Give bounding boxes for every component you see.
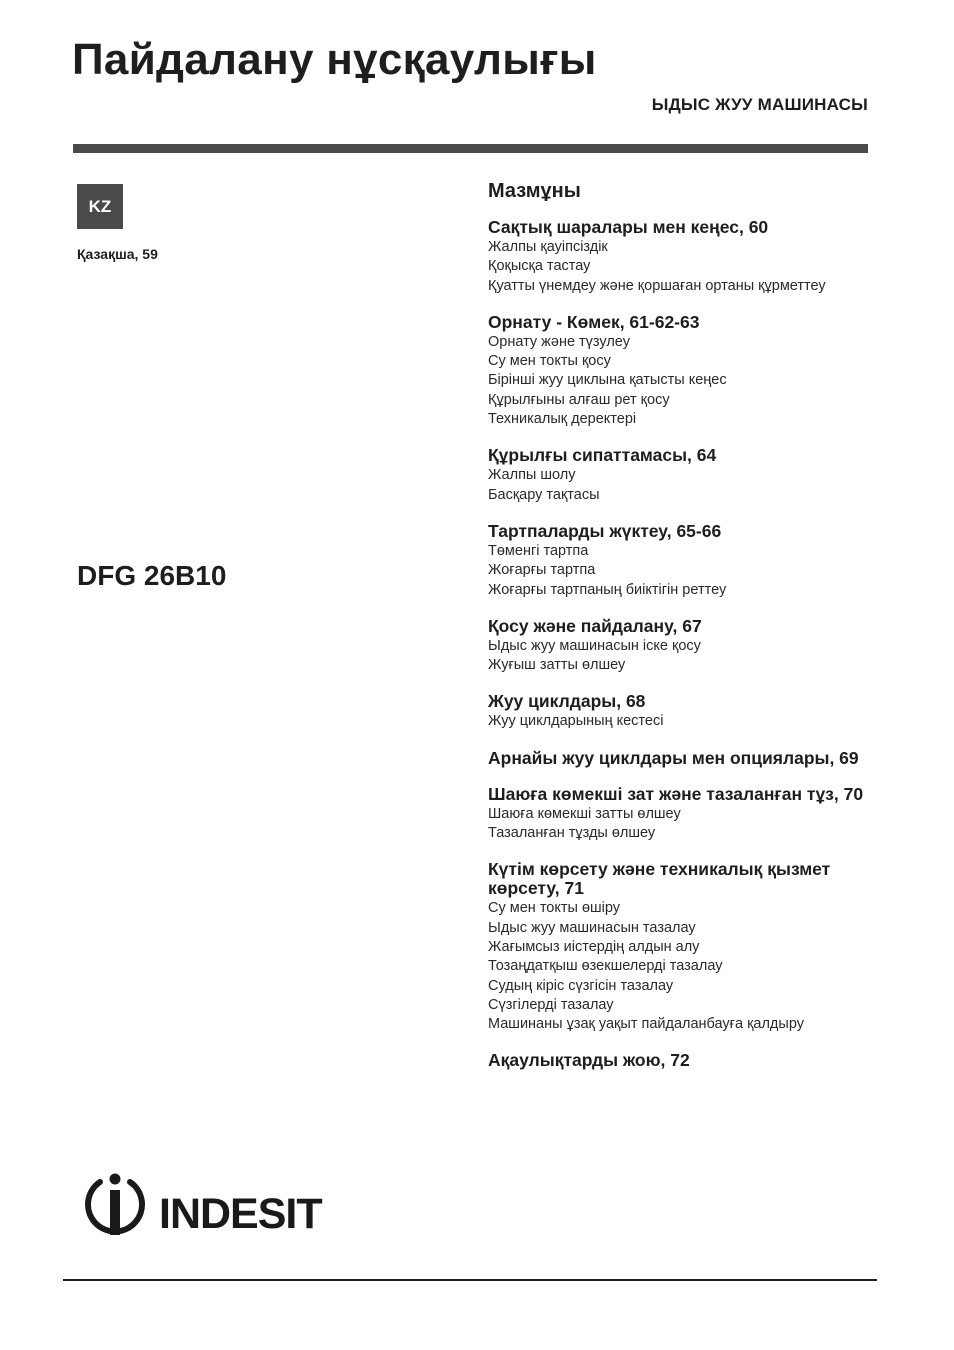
toc-subitem: Жуғыш затты өлшеу bbox=[488, 657, 626, 674]
toc-section bbox=[488, 617, 888, 676]
toc-section bbox=[488, 692, 888, 731]
toc-subitem: Құрылғыны алғаш рет қосу bbox=[488, 391, 670, 408]
toc-subitem: Қоқысқа тастау bbox=[488, 258, 591, 275]
page-title: Пайдалану нұсқаулығы bbox=[72, 35, 597, 84]
toc-section bbox=[488, 1051, 888, 1070]
toc-section-heading: Ақаулықтарды жою, 72 bbox=[488, 1050, 690, 1071]
indesit-circle-i-icon bbox=[88, 1174, 142, 1236]
toc-subitem: Жоғарғы тартпа bbox=[488, 562, 596, 579]
toc-subitem: Жоғарғы тартпаның биіктігін реттеу bbox=[488, 581, 727, 598]
toc-subitem: Бірінші жуу циклына қатысты кеңес bbox=[488, 372, 727, 389]
toc-subitem: Тозаңдатқыш өзекшелерді тазалау bbox=[488, 958, 723, 975]
toc-section-heading: Күтім көрсету және техникалық қызмет көрсету, 71 bbox=[488, 859, 831, 899]
language-code-badge: KZ bbox=[77, 184, 123, 229]
toc-subitem: Машинаны ұзақ уақыт пайдаланбауға қалдыру bbox=[488, 1016, 804, 1033]
toc-subitem: Жалпы қауіпсіздік bbox=[488, 239, 608, 255]
toc-subitem: Басқару тақтасы bbox=[488, 486, 600, 503]
toc-subitem: Су мен токты қосу bbox=[488, 353, 611, 370]
toc-subitem: Жалпы шолу bbox=[488, 467, 576, 484]
toc-section-heading: Сақтық шаралары мен кеңес, 60 bbox=[488, 217, 769, 237]
toc-subitem: Судың кіріс сүзгісін тазалау bbox=[488, 977, 674, 994]
toc-subitem: Техникалық деректері bbox=[488, 411, 637, 428]
toc-subitem: Су мен токты өшіру bbox=[488, 900, 621, 917]
language-page-reference: Қазақша, 59 bbox=[77, 246, 158, 262]
toc-subitem: Төменгі тартпа bbox=[488, 542, 589, 559]
toc-section bbox=[488, 785, 888, 844]
toc-section-heading: Жуу циклдары, 68 bbox=[488, 691, 646, 712]
toc-section-heading: Тартпаларды жүктеу, 65-66 bbox=[488, 520, 722, 541]
toc-section bbox=[488, 313, 888, 429]
footer-divider-line bbox=[63, 1279, 877, 1281]
toc-subitem: Шаюға көмекші затты өлшеу bbox=[488, 805, 681, 822]
toc-section-heading: Қосу және пайдалану, 67 bbox=[488, 615, 702, 636]
toc-subitem: Орнату және түзулеу bbox=[488, 333, 630, 350]
toc-section-heading: Арнайы жуу циклдары мен опциялары, 69 bbox=[488, 747, 859, 768]
toc-title: Мазмұны bbox=[488, 180, 581, 202]
toc-subitem: Сүзгілерді тазалау bbox=[488, 996, 614, 1013]
header-divider-bar bbox=[73, 144, 868, 153]
model-number: DFG 26B10 bbox=[77, 560, 227, 591]
toc-section bbox=[488, 218, 888, 296]
toc-subitem: Жуу циклдарының кестесі bbox=[488, 713, 664, 730]
toc-section-heading: Орнату - Көмек, 61-62-63 bbox=[488, 311, 700, 332]
toc-subitem: Қуатты үнемдеу және қоршаған ортаны құрметтеу bbox=[488, 277, 826, 294]
toc-section-list bbox=[488, 218, 888, 1070]
product-type-subtitle: ЫДЫС ЖУУ МАШИНАСЫ bbox=[651, 95, 868, 114]
toc-section bbox=[488, 749, 888, 768]
toc-section-heading: Құрылғы сипаттамасы, 64 bbox=[488, 445, 717, 466]
toc-subitem: Тазаланған тұзды өлшеу bbox=[488, 825, 656, 842]
table-of-contents bbox=[488, 178, 888, 1087]
toc-section bbox=[488, 446, 888, 505]
toc-subitem: Ыдыс жуу машинасын іске қосу bbox=[488, 637, 701, 654]
toc-section bbox=[488, 522, 888, 600]
toc-section bbox=[488, 860, 888, 1034]
indesit-logo bbox=[73, 1170, 353, 1248]
toc-section-heading: Шаюға көмекші зат және тазаланған тұз, 70 bbox=[488, 783, 864, 804]
toc-subitem: Жағымсыз иістердің алдын алу bbox=[488, 938, 700, 955]
indesit-wordmark: INDESIT bbox=[159, 1190, 322, 1238]
toc-subitem: Ыдыс жуу машинасын тазалау bbox=[488, 919, 696, 936]
